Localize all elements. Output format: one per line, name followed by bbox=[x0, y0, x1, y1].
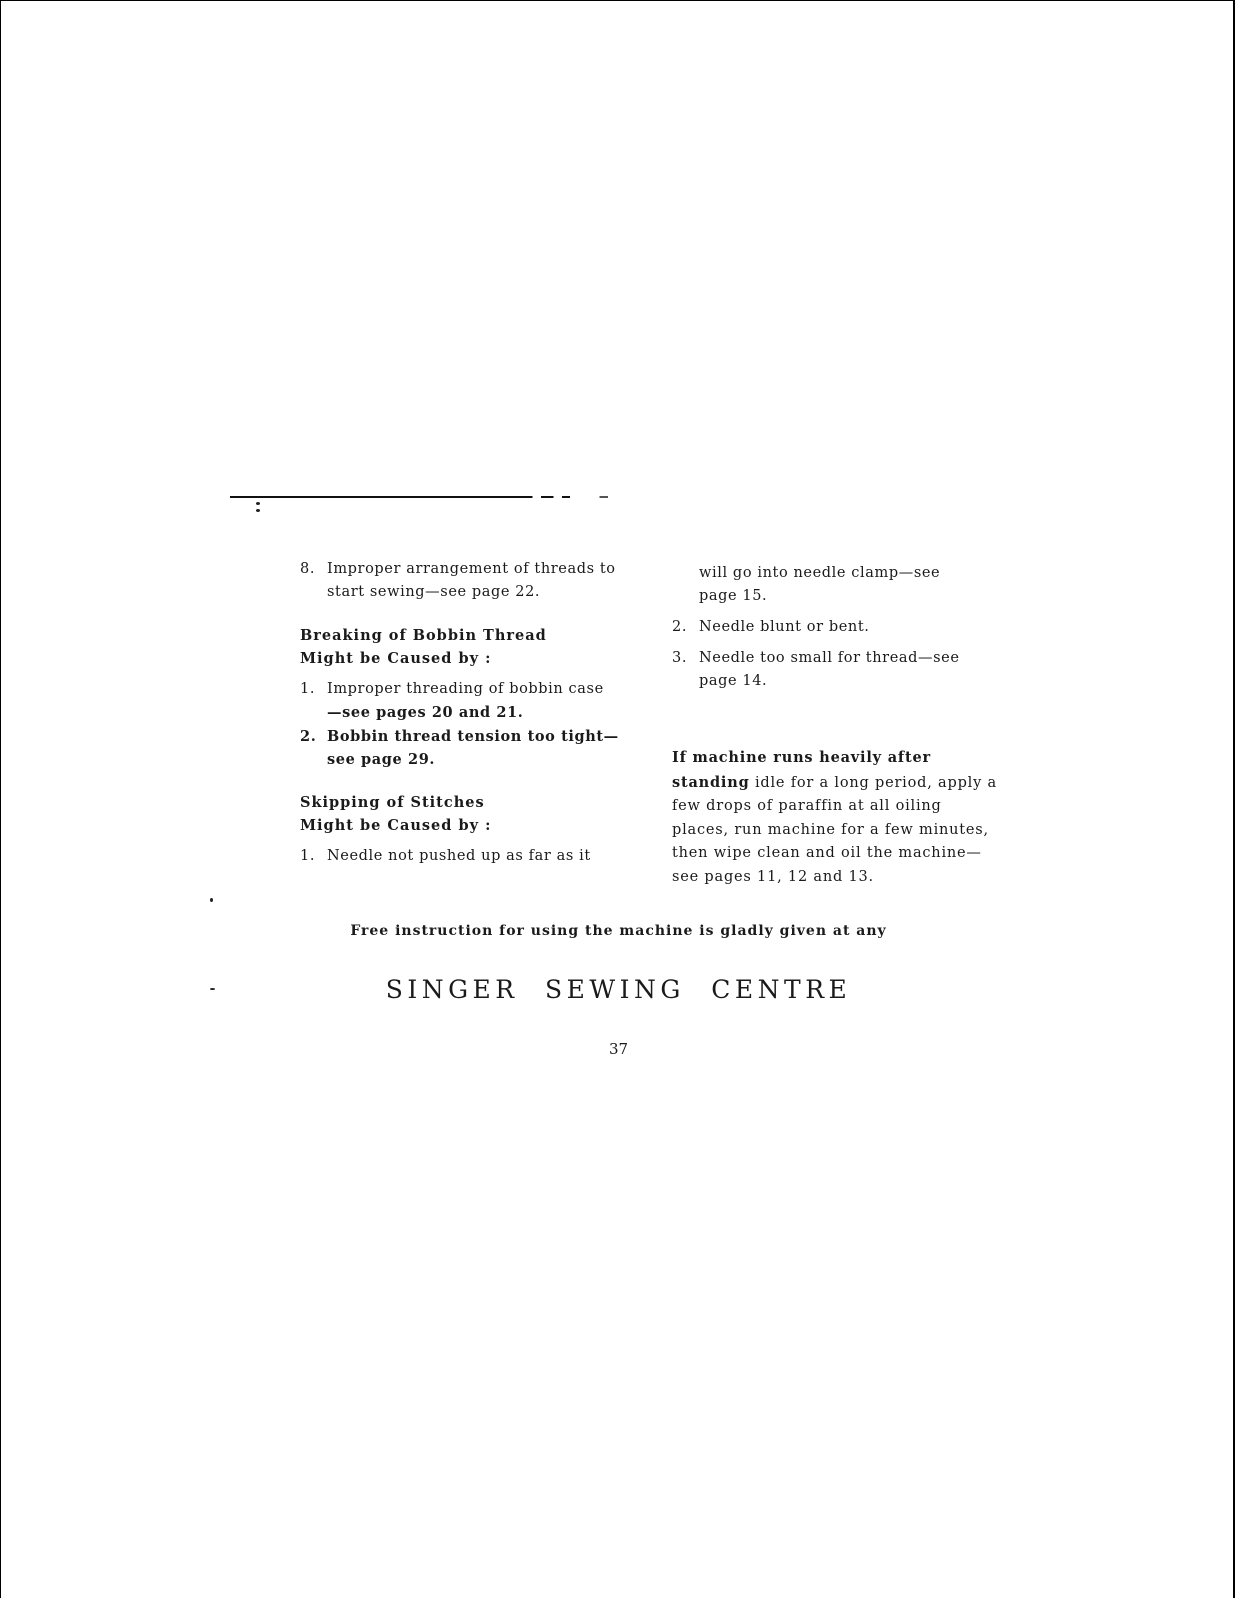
item-text: see page 29. bbox=[327, 751, 436, 768]
item-text: Needle not pushed up as far as it bbox=[327, 848, 591, 864]
right-column bbox=[672, 562, 997, 693]
section-heading: Breaking of Bobbin Thread bbox=[300, 627, 547, 644]
section-subheading: Might be Caused by : bbox=[300, 650, 492, 667]
note-lead: If machine runs heavily after standing bbox=[672, 749, 931, 791]
list-item bbox=[672, 647, 997, 693]
item-text: —see pages 20 and 21. bbox=[327, 704, 524, 721]
section-heading: Skipping of Stitches bbox=[300, 794, 485, 811]
item-text: will go into needle clamp—see bbox=[699, 565, 941, 581]
list-item bbox=[300, 725, 635, 771]
left-column bbox=[300, 558, 635, 868]
item-number: 3. bbox=[672, 650, 688, 666]
scan-speck bbox=[256, 502, 260, 505]
scan-speck bbox=[256, 509, 260, 512]
section-subheading: Might be Caused by : bbox=[300, 817, 492, 834]
scan-speck bbox=[210, 898, 213, 902]
maintenance-note bbox=[672, 746, 997, 889]
item-text: Improper arrangement of threads to bbox=[327, 561, 616, 577]
item-number: 8. bbox=[300, 561, 316, 577]
item-number: 1. bbox=[300, 681, 316, 697]
item-text: page 14. bbox=[699, 673, 768, 689]
item-text: Needle too small for thread—see bbox=[699, 650, 960, 666]
list-item bbox=[300, 558, 635, 604]
item-text: Improper threading of bobbin case bbox=[327, 681, 604, 697]
list-item bbox=[672, 616, 997, 639]
item-text: page 15. bbox=[699, 588, 768, 604]
item-text: start sewing—see page 22. bbox=[327, 584, 541, 600]
item-number: 1. bbox=[300, 848, 316, 864]
brand-title: SINGER SEWING CENTRE bbox=[385, 975, 852, 1004]
continued-text bbox=[672, 562, 997, 608]
item-number: 2. bbox=[672, 619, 688, 635]
list-item bbox=[300, 845, 635, 868]
list-item bbox=[300, 678, 635, 725]
instruction-line: Free instruction for using the machine is gladly given at any bbox=[350, 923, 887, 939]
note-body: idle for a long period, apply a few drops of paraffin at all oiling places, run machine for a few minutes, then wipe clean and oil the machine—see pages 11, 12 and 13. bbox=[672, 774, 997, 885]
header-rule bbox=[230, 496, 650, 498]
item-number: 2. bbox=[300, 728, 317, 745]
item-text: Needle blunt or bent. bbox=[699, 619, 870, 635]
item-text: Bobbin thread tension too tight— bbox=[327, 728, 619, 745]
page-number: 37 bbox=[608, 1040, 629, 1058]
